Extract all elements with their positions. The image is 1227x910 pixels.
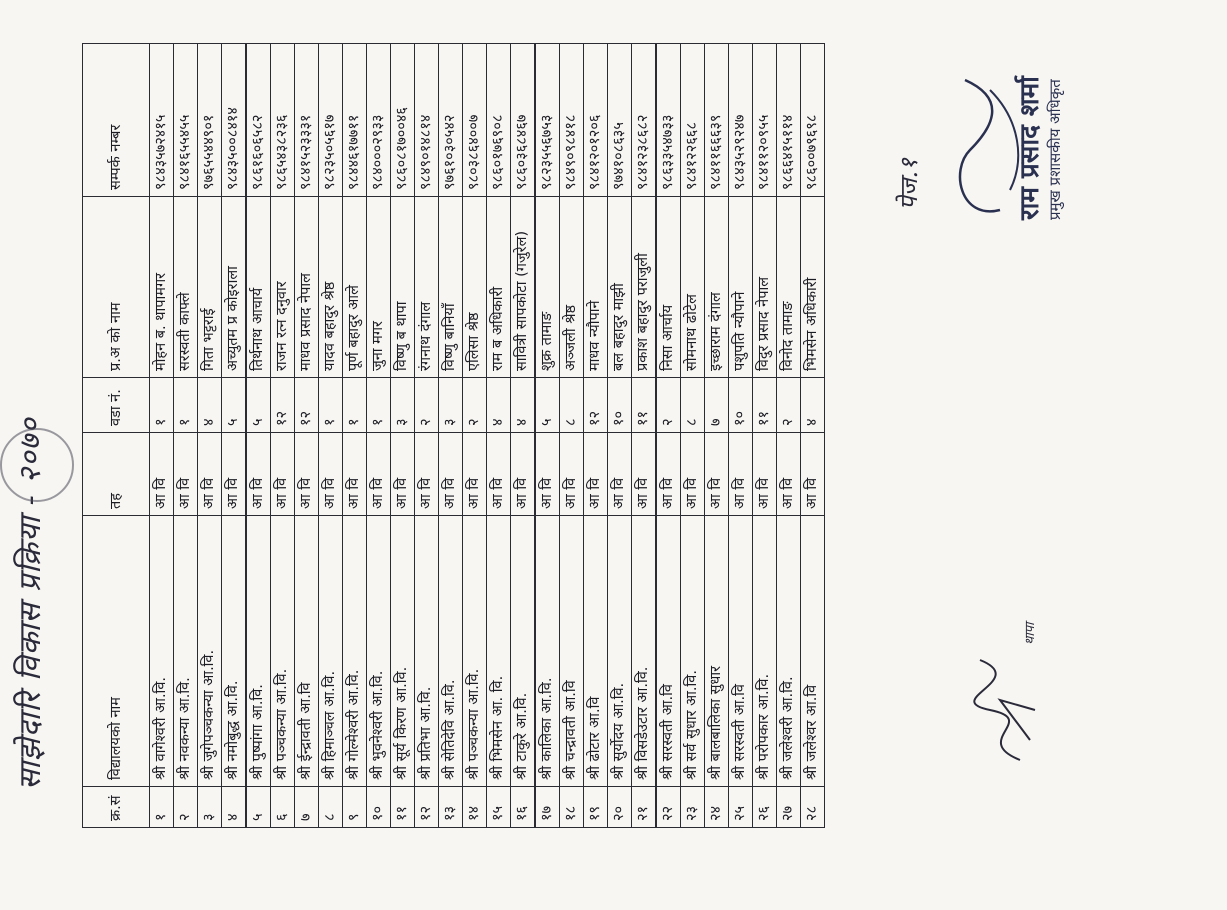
cell-serial: ८ xyxy=(319,787,343,828)
cell-contact: ९८४१५२३३३१ xyxy=(295,44,319,197)
cell-school-name: श्री प्रतिभा आ.वि. xyxy=(415,516,439,787)
cell-serial: ३ xyxy=(198,787,222,828)
cell-school-name: श्री परोपकार आ.वि. xyxy=(753,516,777,787)
table-row xyxy=(391,44,415,828)
cell-ward: २ xyxy=(777,378,801,433)
table-header-row xyxy=(83,44,150,828)
cell-level: आ वि xyxy=(271,433,295,516)
table-row xyxy=(801,44,825,828)
cell-serial: १८ xyxy=(560,787,584,828)
table-row xyxy=(511,44,536,828)
cell-ward: २ xyxy=(656,378,681,433)
cell-contact: ९८४१२२६६८ xyxy=(681,44,705,197)
left-signature-name: थापा xyxy=(1023,622,1038,645)
table-row xyxy=(271,44,295,828)
cell-school-name: श्री नवकन्या आ.वि. xyxy=(174,516,198,787)
cell-contact: ९८४११२०९५५ xyxy=(753,44,777,197)
cell-ward: १० xyxy=(608,378,632,433)
table-body xyxy=(150,44,825,828)
cell-contact: ९८४३५२९२४७ xyxy=(729,44,753,197)
cell-serial: २५ xyxy=(729,787,753,828)
cell-serial: १२ xyxy=(415,787,439,828)
cell-school-name: श्री नमोबुद्ध आ.वि. xyxy=(222,516,247,787)
table-row xyxy=(584,44,608,828)
cell-ward: ७ xyxy=(705,378,729,433)
cell-level: आ वि xyxy=(753,433,777,516)
table-row xyxy=(246,44,271,828)
cell-level: आ वि xyxy=(535,433,560,516)
cell-serial: ४ xyxy=(222,787,247,828)
left-signature xyxy=(960,650,1050,770)
cell-ward: ३ xyxy=(391,378,415,433)
cell-school-name: श्री वागेश्वरी आ.वि. xyxy=(150,516,174,787)
cell-principal: विष्णु बानियाँ xyxy=(439,197,463,378)
header-level: तह xyxy=(83,433,150,516)
cell-level: आ वि xyxy=(295,433,319,516)
cell-ward: ११ xyxy=(632,378,657,433)
table-row xyxy=(319,44,343,828)
cell-school-name: श्री कालिका आ.वि. xyxy=(535,516,560,787)
cell-level: आ वि xyxy=(415,433,439,516)
table-row xyxy=(222,44,247,828)
cell-ward: १ xyxy=(367,378,391,433)
cell-principal: माधव प्रसाद नेपाल xyxy=(295,197,319,378)
cell-school-name: श्री सरस्वती आ.वि xyxy=(656,516,681,787)
cell-contact: ९८४४६१७७११ xyxy=(343,44,367,197)
cell-principal: शुक्र तामाङ xyxy=(535,197,560,378)
cell-principal: भिमसेन अधिकारी xyxy=(801,197,825,378)
cell-principal: राजन रत्न दनुवार xyxy=(271,197,295,378)
cell-school-name: श्री टाकुरे आ.वि. xyxy=(511,516,536,787)
cell-serial: २१ xyxy=(632,787,657,828)
table-row xyxy=(439,44,463,828)
cell-school-name: श्री ढोटार आ.वि xyxy=(584,516,608,787)
cell-contact: ९८६००७९६९८ xyxy=(801,44,825,197)
table-row xyxy=(367,44,391,828)
table-row xyxy=(560,44,584,828)
cell-principal: विष्णु ब थापा xyxy=(391,197,415,378)
table-row xyxy=(777,44,801,828)
table-row xyxy=(729,44,753,828)
cell-level: आ वि xyxy=(487,433,511,516)
table-row xyxy=(705,44,729,828)
cell-school-name: श्री सुर्योदय आ.वि. xyxy=(608,516,632,787)
cell-serial: ९ xyxy=(343,787,367,828)
cell-ward: ४ xyxy=(487,378,511,433)
cell-serial: २८ xyxy=(801,787,825,828)
table-row xyxy=(681,44,705,828)
cell-principal: मोहन ब. थापामगर xyxy=(150,197,174,378)
cell-level: आ वि xyxy=(343,433,367,516)
table-row xyxy=(535,44,560,828)
cell-school-name: श्री सूर्य किरण आ.वि. xyxy=(391,516,415,787)
cell-serial: १५ xyxy=(487,787,511,828)
officer-title: प्रमुख प्रशासकीय अधिकृत xyxy=(1046,79,1064,220)
table-row xyxy=(343,44,367,828)
cell-ward: ५ xyxy=(246,378,271,433)
cell-contact: ९८४१६५५४५५ xyxy=(174,44,198,197)
cell-ward: १२ xyxy=(584,378,608,433)
table-row xyxy=(487,44,511,828)
table-row xyxy=(753,44,777,828)
cell-contact: ९७६१०३०५४२ xyxy=(439,44,463,197)
cell-ward: १ xyxy=(319,378,343,433)
cell-principal: अच्युतम प्र कोइराला xyxy=(222,197,247,378)
cell-level: आ वि xyxy=(777,433,801,516)
cell-principal: विनोद तामाङ xyxy=(777,197,801,378)
cell-contact: ९८४१२३८६८२ xyxy=(632,44,657,197)
table-row xyxy=(198,44,222,828)
cell-school-name: श्री हिमाञ्चल आ.वि. xyxy=(319,516,343,787)
cell-serial: ६ xyxy=(271,787,295,828)
cell-principal: निसा आर्चाय xyxy=(656,197,681,378)
cell-level: आ वि xyxy=(681,433,705,516)
cell-school-name: श्री जलेश्वरी आ.वि. xyxy=(777,516,801,787)
cell-ward: १२ xyxy=(271,378,295,433)
cell-level: आ वि xyxy=(608,433,632,516)
cell-level: आ वि xyxy=(729,433,753,516)
cell-serial: १३ xyxy=(439,787,463,828)
cell-ward: ८ xyxy=(681,378,705,433)
cell-level: आ वि xyxy=(560,433,584,516)
cell-serial: १ xyxy=(150,787,174,828)
cell-school-name: श्री गोल्मेश्वरी आ.वि. xyxy=(343,516,367,787)
cell-serial: १६ xyxy=(511,787,536,828)
cell-serial: २३ xyxy=(681,787,705,828)
cell-principal: माधव न्यौपाने xyxy=(584,197,608,378)
cell-ward: ८ xyxy=(560,378,584,433)
cell-contact: ९८४०००२९३३ xyxy=(367,44,391,197)
cell-contact: ९७४१०८६३५ xyxy=(608,44,632,197)
cell-contact: ९८६३३५४७३३ xyxy=(656,44,681,197)
cell-principal: पशुपति न्यौपाने xyxy=(729,197,753,378)
cell-serial: २७ xyxy=(777,787,801,828)
cell-level: आ वि xyxy=(463,433,487,516)
cell-school-name: श्री सरस्वती आ.वि xyxy=(729,516,753,787)
cell-principal: प्रकाश बहादुर पराजुली xyxy=(632,197,657,378)
cell-school-name: श्री विसडेउटार आ.वि. xyxy=(632,516,657,787)
cell-serial: ५ xyxy=(246,787,271,828)
cell-school-name: श्री पञ्चकन्या आ.वि. xyxy=(463,516,487,787)
cell-school-name: श्री पञ्चकन्या आ.वि. xyxy=(271,516,295,787)
table-row xyxy=(295,44,319,828)
officer-name: राम प्रसाद शर्मा xyxy=(1015,76,1045,220)
cell-ward: १० xyxy=(729,378,753,433)
cell-serial: ७ xyxy=(295,787,319,828)
cell-ward: १ xyxy=(150,378,174,433)
cell-principal: रंगनाथ दंगाल xyxy=(415,197,439,378)
cell-school-name: श्री सर्व सुधार आ.वि. xyxy=(681,516,705,787)
cell-school-name: श्री जुगेपञ्चकन्या आ.वि. xyxy=(198,516,222,787)
header-serial: क्र.सं xyxy=(83,787,150,828)
cell-school-name: श्री पुष्पांगा आ.वि. xyxy=(246,516,271,787)
cell-school-name: श्री भिमसेन आ. वि. xyxy=(487,516,511,787)
cell-contact: ९८४३५००८४१४ xyxy=(222,44,247,197)
cell-ward: ४ xyxy=(801,378,825,433)
cell-contact: ९८६०३६८४६७ xyxy=(511,44,536,197)
cell-level: आ वि xyxy=(801,433,825,516)
cell-level: आ वि xyxy=(511,433,536,516)
cell-school-name: श्री सेतिदेवि आ.वि. xyxy=(439,516,463,787)
cell-contact: ९८४९०९८४१८ xyxy=(560,44,584,197)
table-row xyxy=(656,44,681,828)
cell-contact: ९८४३५७२४१५ xyxy=(150,44,174,197)
cell-level: आ वि xyxy=(222,433,247,516)
cell-ward: १ xyxy=(174,378,198,433)
cell-contact: ९८४९०१४८१४ xyxy=(415,44,439,197)
cell-ward: १ xyxy=(343,378,367,433)
cell-principal: सावित्री सापकोटा (गजुरेल) xyxy=(511,197,536,378)
cell-principal: राम ब अधिकारी xyxy=(487,197,511,378)
header-principal: प्र.अ को नाम xyxy=(83,197,150,378)
cell-principal: तिर्थनाथ आचार्य xyxy=(246,197,271,378)
table-row xyxy=(608,44,632,828)
cell-principal: एलिसा श्रेष्ठ xyxy=(463,197,487,378)
cell-principal: पूर्ण बहादुर आले xyxy=(343,197,367,378)
table-row xyxy=(174,44,198,828)
cell-level: आ वि xyxy=(319,433,343,516)
cell-school-name: श्री भुवनेश्वरी आ.वि. xyxy=(367,516,391,787)
school-table xyxy=(82,43,825,828)
cell-ward: १२ xyxy=(295,378,319,433)
cell-level: आ वि xyxy=(439,433,463,516)
cell-serial: २४ xyxy=(705,787,729,828)
table-row xyxy=(150,44,174,828)
cell-serial: १४ xyxy=(463,787,487,828)
cell-serial: १७ xyxy=(535,787,560,828)
cell-principal: बल बहादुर माझी xyxy=(608,197,632,378)
cell-contact: ९८६५४३८२३६ xyxy=(271,44,295,197)
cell-principal: इच्छाराम दंगाल xyxy=(705,197,729,378)
table-row xyxy=(415,44,439,828)
cell-contact: ९७६५५४४९०१ xyxy=(198,44,222,197)
cell-level: आ वि xyxy=(584,433,608,516)
cell-school-name: श्री चन्द्रावती आ.वि xyxy=(560,516,584,787)
cell-school-name: श्री ईन्द्रावती आ.वि xyxy=(295,516,319,787)
cell-contact: ९८४१२०१२०६ xyxy=(584,44,608,197)
cell-level: आ वि xyxy=(174,433,198,516)
cell-level: आ वि xyxy=(246,433,271,516)
cell-school-name: श्री जलेश्वर आ.वि xyxy=(801,516,825,787)
cell-ward: ४ xyxy=(511,378,536,433)
page-number: पेज.१ xyxy=(895,158,923,210)
page-title: साझेदारि विकास प्रक्रिया - २०७० xyxy=(13,417,48,790)
cell-contact: ९८४११६६६३९ xyxy=(705,44,729,197)
cell-level: आ वि xyxy=(391,433,415,516)
cell-ward: ३ xyxy=(439,378,463,433)
cell-level: आ वि xyxy=(705,433,729,516)
cell-contact: ९८२३५०५६१७ xyxy=(319,44,343,197)
cell-serial: १९ xyxy=(584,787,608,828)
cell-principal: गिता भट्टराई xyxy=(198,197,222,378)
cell-level: आ वि xyxy=(150,433,174,516)
cell-ward: ११ xyxy=(753,378,777,433)
cell-principal: विदुर प्रसाद नेपाल xyxy=(753,197,777,378)
table-row xyxy=(632,44,657,828)
header-contact: सम्पर्क नम्बर xyxy=(83,44,150,197)
cell-principal: यादव बहादुर श्रेष्ठ xyxy=(319,197,343,378)
cell-level: आ वि xyxy=(198,433,222,516)
cell-serial: २६ xyxy=(753,787,777,828)
cell-ward: २ xyxy=(463,378,487,433)
table-row xyxy=(463,44,487,828)
office-seal xyxy=(0,428,74,502)
cell-contact: ९८२३५५६७५३ xyxy=(535,44,560,197)
cell-principal: अञ्जली श्रेष्ठ xyxy=(560,197,584,378)
cell-serial: २२ xyxy=(656,787,681,828)
cell-level: आ वि xyxy=(367,433,391,516)
cell-ward: ५ xyxy=(535,378,560,433)
cell-serial: २० xyxy=(608,787,632,828)
cell-serial: २ xyxy=(174,787,198,828)
cell-principal: जुना मगर xyxy=(367,197,391,378)
cell-serial: ११ xyxy=(391,787,415,828)
cell-contact: ९८६०८१७००४६ xyxy=(391,44,415,197)
cell-contact: ९८६०१७६९०८ xyxy=(487,44,511,197)
cell-level: आ वि xyxy=(656,433,681,516)
cell-school-name: श्री बालबालिका सुधार xyxy=(705,516,729,787)
header-ward: वडा नं. xyxy=(83,378,150,433)
cell-contact: ९८०३८६४००७ xyxy=(463,44,487,197)
cell-level: आ वि xyxy=(632,433,657,516)
cell-ward: २ xyxy=(415,378,439,433)
header-school-name: विद्यालयको नाम xyxy=(83,516,150,787)
cell-contact: ९८६१६०६५८२ xyxy=(246,44,271,197)
cell-ward: ४ xyxy=(198,378,222,433)
cell-serial: १० xyxy=(367,787,391,828)
cell-principal: सरस्वती काफ्ले xyxy=(174,197,198,378)
cell-contact: ९८६६४१५११४ xyxy=(777,44,801,197)
cell-principal: सोमनाथ ढोटेल xyxy=(681,197,705,378)
cell-ward: ५ xyxy=(222,378,247,433)
